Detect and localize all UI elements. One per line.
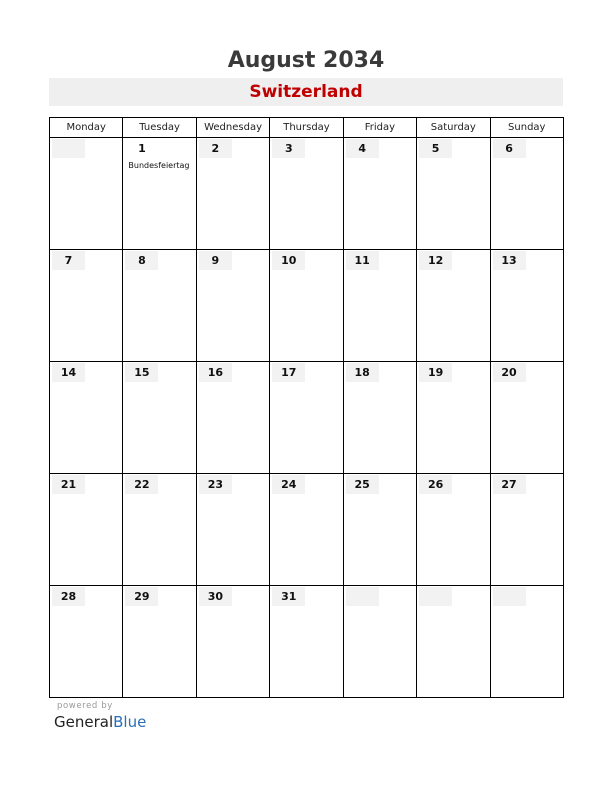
day-number: 13 bbox=[493, 251, 526, 270]
day-number: 3 bbox=[272, 139, 305, 158]
day-number: 19 bbox=[419, 363, 452, 382]
day-number bbox=[346, 587, 379, 606]
day-number: 22 bbox=[125, 475, 158, 494]
weekday-tuesday: Tuesday bbox=[123, 118, 196, 138]
week-row bbox=[50, 586, 564, 698]
day-number: 20 bbox=[493, 363, 526, 382]
day-cell[interactable] bbox=[196, 586, 269, 698]
weekday-header-row bbox=[50, 118, 564, 138]
weekday-sunday: Sunday bbox=[490, 118, 563, 138]
day-cell[interactable] bbox=[343, 474, 416, 586]
day-cell[interactable] bbox=[417, 586, 490, 698]
day-cell[interactable] bbox=[343, 586, 416, 698]
day-cell[interactable] bbox=[123, 250, 196, 362]
day-number: 30 bbox=[199, 587, 232, 606]
day-number: 14 bbox=[52, 363, 85, 382]
day-number: 7 bbox=[52, 251, 85, 270]
day-number: 23 bbox=[199, 475, 232, 494]
day-cell[interactable] bbox=[343, 362, 416, 474]
holiday-label: Bundesfeiertag bbox=[128, 161, 190, 170]
day-cell[interactable] bbox=[123, 138, 196, 250]
day-number: 15 bbox=[125, 363, 158, 382]
day-cell[interactable] bbox=[490, 138, 563, 250]
day-number: 5 bbox=[419, 139, 452, 158]
weekday-wednesday: Wednesday bbox=[196, 118, 269, 138]
day-number: 18 bbox=[346, 363, 379, 382]
day-cell[interactable] bbox=[270, 138, 343, 250]
day-number: 26 bbox=[419, 475, 452, 494]
day-cell[interactable] bbox=[50, 250, 123, 362]
day-number: 4 bbox=[346, 139, 379, 158]
day-cell[interactable] bbox=[123, 362, 196, 474]
country-name: Switzerland bbox=[249, 82, 363, 102]
day-cell[interactable] bbox=[417, 474, 490, 586]
day-number: 12 bbox=[419, 251, 452, 270]
day-number: 9 bbox=[199, 251, 232, 270]
day-cell[interactable] bbox=[196, 138, 269, 250]
day-cell[interactable] bbox=[490, 362, 563, 474]
day-cell[interactable] bbox=[270, 586, 343, 698]
day-cell[interactable] bbox=[343, 250, 416, 362]
day-cell[interactable] bbox=[50, 474, 123, 586]
day-number: 2 bbox=[199, 139, 232, 158]
brand-logo[interactable] bbox=[54, 713, 146, 731]
weekday-saturday: Saturday bbox=[417, 118, 490, 138]
brand-blue: Blue bbox=[113, 713, 147, 731]
day-cell[interactable] bbox=[490, 586, 563, 698]
brand-general: General bbox=[54, 713, 114, 731]
day-number bbox=[493, 587, 526, 606]
page-title: August 2034 bbox=[227, 48, 385, 73]
day-number: 8 bbox=[125, 251, 158, 270]
day-number: 28 bbox=[52, 587, 85, 606]
day-cell[interactable] bbox=[270, 362, 343, 474]
calendar-grid bbox=[49, 117, 564, 698]
day-cell[interactable] bbox=[196, 362, 269, 474]
day-number: 6 bbox=[493, 139, 526, 158]
country-banner bbox=[49, 78, 563, 106]
week-row bbox=[50, 362, 564, 474]
day-number: 17 bbox=[272, 363, 305, 382]
day-cell[interactable] bbox=[417, 362, 490, 474]
day-number: 16 bbox=[199, 363, 232, 382]
day-number: 27 bbox=[493, 475, 526, 494]
day-number: 10 bbox=[272, 251, 305, 270]
weekday-friday: Friday bbox=[343, 118, 416, 138]
day-cell[interactable] bbox=[417, 138, 490, 250]
day-number: 11 bbox=[346, 251, 379, 270]
day-cell[interactable] bbox=[270, 474, 343, 586]
day-cell[interactable] bbox=[343, 138, 416, 250]
day-number: 24 bbox=[272, 475, 305, 494]
day-cell[interactable] bbox=[490, 474, 563, 586]
weekday-thursday: Thursday bbox=[270, 118, 343, 138]
day-number: 31 bbox=[272, 587, 305, 606]
day-cell[interactable] bbox=[123, 474, 196, 586]
day-cell[interactable] bbox=[270, 250, 343, 362]
day-number: 25 bbox=[346, 475, 379, 494]
day-cell[interactable] bbox=[490, 250, 563, 362]
day-cell[interactable] bbox=[196, 474, 269, 586]
powered-by-label: powered by bbox=[57, 701, 113, 711]
day-number: 21 bbox=[52, 475, 85, 494]
day-cell[interactable] bbox=[50, 138, 123, 250]
weekday-monday: Monday bbox=[50, 118, 123, 138]
day-cell[interactable] bbox=[50, 362, 123, 474]
day-number bbox=[52, 139, 85, 158]
week-row bbox=[50, 250, 564, 362]
week-row bbox=[50, 138, 564, 250]
day-number: 1 bbox=[138, 142, 146, 155]
week-row bbox=[50, 474, 564, 586]
day-cell[interactable] bbox=[123, 586, 196, 698]
day-cell[interactable] bbox=[417, 250, 490, 362]
day-number: 29 bbox=[125, 587, 158, 606]
day-cell[interactable] bbox=[50, 586, 123, 698]
day-number bbox=[419, 587, 452, 606]
day-cell[interactable] bbox=[196, 250, 269, 362]
